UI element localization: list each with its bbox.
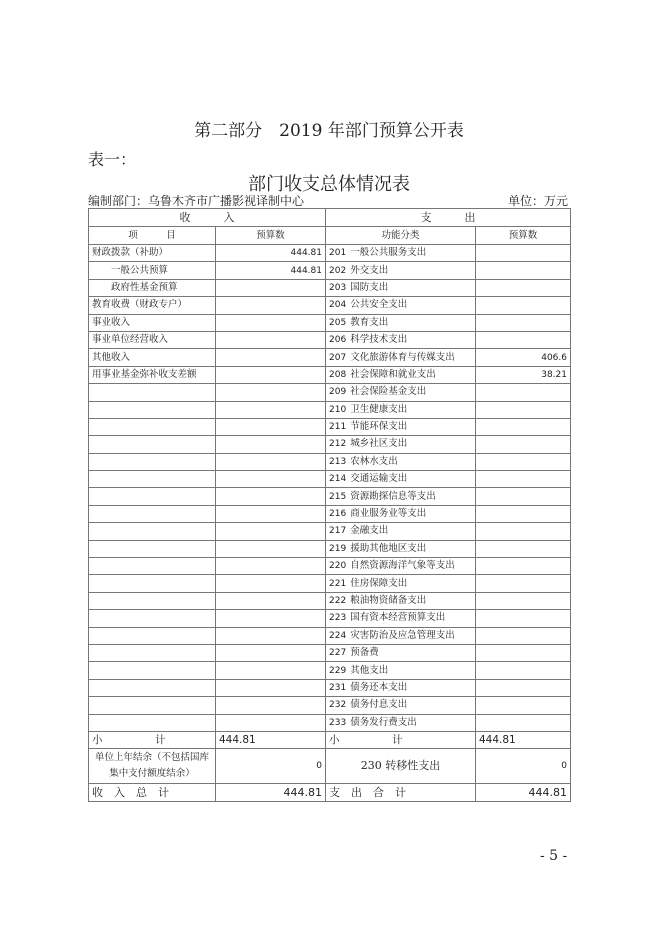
table-row <box>89 262 571 279</box>
expense-value <box>476 540 571 557</box>
expense-item <box>326 505 476 522</box>
function-label: 债务付息支出 <box>350 699 408 711</box>
income-item <box>89 401 216 418</box>
income-item: 事业单位经营收入 <box>89 331 216 348</box>
income-value <box>216 697 326 714</box>
subtotal-label: 小 计 <box>89 731 216 748</box>
expense-value <box>476 523 571 540</box>
income-item: 一般公共预算 <box>89 262 216 279</box>
expense-value <box>476 610 571 627</box>
function-code: 221 <box>329 578 347 589</box>
income-item <box>89 679 216 696</box>
expense-header: 支 出 <box>326 209 571 227</box>
income-item <box>89 436 216 453</box>
function-label: 国防支出 <box>350 281 389 293</box>
income-value <box>216 610 326 627</box>
function-label: 节能环保支出 <box>350 421 408 433</box>
income-item <box>89 627 216 644</box>
function-label: 外交支出 <box>350 264 389 276</box>
expense-value <box>476 488 571 505</box>
income-value <box>216 314 326 331</box>
income-value <box>216 627 326 644</box>
expense-value <box>476 453 571 470</box>
table-row <box>89 418 571 435</box>
function-code: 214 <box>329 474 347 485</box>
expense-item <box>326 644 476 661</box>
budget-header: 预算数 <box>216 227 326 245</box>
expense-item <box>326 349 476 366</box>
table-row <box>89 436 571 453</box>
function-label: 公共安全支出 <box>350 299 408 311</box>
function-label: 资源勘探信息等支出 <box>350 490 436 502</box>
expense-value <box>476 697 571 714</box>
function-label: 金融支出 <box>350 525 389 537</box>
function-code: 232 <box>329 700 347 711</box>
subtotal-expense: 444.81 <box>476 731 571 748</box>
function-label: 文化旅游体育与传媒支出 <box>350 351 455 363</box>
expense-value: 406.6 <box>476 349 571 366</box>
table-row <box>89 523 571 540</box>
expense-value <box>476 714 571 731</box>
expense-value <box>476 279 571 296</box>
income-value <box>216 523 326 540</box>
function-code: 208 <box>329 369 347 380</box>
expense-item <box>326 279 476 296</box>
table-row <box>89 366 571 383</box>
income-item: 财政拨款（补助） <box>89 245 216 262</box>
income-item <box>89 644 216 661</box>
income-item <box>89 384 216 401</box>
income-value <box>216 384 326 401</box>
income-value <box>216 349 326 366</box>
function-label: 援助其他地区支出 <box>350 542 427 554</box>
expense-value <box>476 297 571 314</box>
expense-item <box>326 558 476 575</box>
income-item <box>89 488 216 505</box>
function-label: 科学技术支出 <box>350 334 408 346</box>
income-value <box>216 662 326 679</box>
income-value <box>216 679 326 696</box>
expense-value <box>476 436 571 453</box>
table-row <box>89 610 571 627</box>
income-value <box>216 436 326 453</box>
function-code: 224 <box>329 630 347 641</box>
expense-value <box>476 505 571 522</box>
expense-item <box>326 418 476 435</box>
function-code: 227 <box>329 648 347 659</box>
function-code: 219 <box>329 543 347 554</box>
expense-item <box>326 436 476 453</box>
function-code: 209 <box>329 387 347 398</box>
function-header: 功能分类 <box>326 227 476 245</box>
function-code: 213 <box>329 456 347 467</box>
part-title: 第二部分 2019 年部门预算公开表 <box>194 121 464 141</box>
function-label: 社会保障和就业支出 <box>350 368 436 380</box>
table-row <box>89 297 571 314</box>
function-label: 债务发行费支出 <box>350 716 417 728</box>
function-code: 210 <box>329 404 347 415</box>
table-row <box>89 279 571 296</box>
function-label: 交通运输支出 <box>350 473 408 485</box>
expense-item <box>326 471 476 488</box>
expense-total: 444.81 <box>476 784 571 801</box>
expense-item <box>326 366 476 383</box>
expense-item <box>326 714 476 731</box>
subtotal-income: 444.81 <box>216 731 326 748</box>
table-row <box>89 314 571 331</box>
expense-value: 38.21 <box>476 366 571 383</box>
income-value <box>216 488 326 505</box>
expense-value <box>476 558 571 575</box>
function-code: 233 <box>329 717 347 728</box>
expense-value <box>476 245 571 262</box>
unit-label: 单位：万元 <box>507 194 568 208</box>
expense-value <box>476 262 571 279</box>
function-label: 粮油物资储备支出 <box>350 595 427 606</box>
table-row <box>89 627 571 644</box>
page-number: - 5 - <box>540 848 568 864</box>
table-row <box>89 679 571 696</box>
expense-item <box>326 314 476 331</box>
expense-item <box>326 331 476 348</box>
table-row <box>89 384 571 401</box>
expense-value <box>476 384 571 401</box>
table-row <box>89 575 571 592</box>
column-header-row <box>89 227 571 245</box>
subtotal-row <box>89 731 571 748</box>
income-item: 政府性基金预算 <box>89 279 216 296</box>
income-value <box>216 575 326 592</box>
expense-item <box>326 662 476 679</box>
function-label: 债务还本支出 <box>350 681 408 693</box>
income-item <box>89 523 216 540</box>
table-row <box>89 453 571 470</box>
function-code: 222 <box>329 596 347 606</box>
function-code: 220 <box>329 561 347 572</box>
expense-value <box>476 662 571 679</box>
expense-value <box>476 418 571 435</box>
function-code: 223 <box>329 613 347 624</box>
table-title: 部门收支总体情况表 <box>248 174 410 195</box>
table-row <box>89 558 571 575</box>
income-value <box>216 505 326 522</box>
function-label: 教育支出 <box>350 316 389 328</box>
function-label: 农林水支出 <box>350 455 398 467</box>
income-value <box>216 297 326 314</box>
function-label: 住房保障支出 <box>350 577 408 589</box>
function-label: 城乡社区支出 <box>350 438 408 450</box>
income-total: 444.81 <box>216 784 326 801</box>
expense-item <box>326 245 476 262</box>
table-row <box>89 714 571 731</box>
table-row <box>89 471 571 488</box>
income-value: 444.81 <box>216 262 326 279</box>
function-code: 216 <box>329 509 347 520</box>
function-label: 预备费 <box>350 647 379 659</box>
table-row <box>89 644 571 661</box>
function-code: 211 <box>329 422 347 433</box>
expense-value <box>476 644 571 661</box>
expense-item <box>326 297 476 314</box>
function-code: 205 <box>329 317 347 328</box>
function-label: 一般公共服务支出 <box>350 247 427 259</box>
expense-item <box>326 453 476 470</box>
income-value <box>216 453 326 470</box>
function-code: 206 <box>329 335 347 346</box>
income-item <box>89 610 216 627</box>
table-row <box>89 662 571 679</box>
function-code: 217 <box>329 526 347 537</box>
function-code: 215 <box>329 491 347 502</box>
expense-value <box>476 679 571 696</box>
carryover-value: 0 <box>216 749 326 784</box>
function-label: 自然资源海洋气象等支出 <box>350 560 455 572</box>
income-item: 其他收入 <box>89 349 216 366</box>
income-item <box>89 558 216 575</box>
expense-value <box>476 331 571 348</box>
compiling-department: 编制部门：乌鲁木齐市广播影视译制中心 <box>88 194 305 208</box>
table-row <box>89 331 571 348</box>
income-total-label: 收 入 总 计 <box>89 784 216 801</box>
table-row <box>89 697 571 714</box>
expense-item <box>326 488 476 505</box>
income-value: 444.81 <box>216 245 326 262</box>
income-value <box>216 540 326 557</box>
table-row <box>89 349 571 366</box>
income-item <box>89 540 216 557</box>
income-item <box>89 418 216 435</box>
item-header: 项 目 <box>89 227 216 245</box>
income-item <box>89 714 216 731</box>
function-code: 203 <box>329 282 347 293</box>
function-code: 204 <box>329 300 347 311</box>
table-row <box>89 592 571 609</box>
income-item <box>89 697 216 714</box>
expense-value <box>476 471 571 488</box>
income-item: 教育收费（财政专户） <box>89 297 216 314</box>
expense-item <box>326 540 476 557</box>
income-value <box>216 558 326 575</box>
table-row <box>89 245 571 262</box>
transfer-expense-value: 0 <box>476 749 571 784</box>
carryover-label: 单位上年结余（不包括国库集中支付额度结余） <box>89 749 216 784</box>
expense-value <box>476 627 571 644</box>
transfer-expense-label: 230 转移性支出 <box>326 749 476 784</box>
budget-summary-table <box>88 208 571 802</box>
income-item <box>89 505 216 522</box>
expense-item <box>326 523 476 540</box>
expense-value <box>476 401 571 418</box>
table-label: 表一： <box>88 150 137 169</box>
expense-item <box>326 401 476 418</box>
function-label: 社会保险基金支出 <box>350 386 427 398</box>
expense-item <box>326 610 476 627</box>
income-item <box>89 592 216 609</box>
income-value <box>216 279 326 296</box>
totals-row <box>89 784 571 801</box>
income-value <box>216 366 326 383</box>
income-value <box>216 331 326 348</box>
function-label: 灾害防治及应急管理支出 <box>350 629 455 641</box>
table-row <box>89 488 571 505</box>
carryover-row <box>89 749 571 784</box>
budget-header-2: 预算数 <box>476 227 571 245</box>
function-code: 231 <box>329 682 347 693</box>
function-label: 卫生健康支出 <box>350 403 408 415</box>
income-item <box>89 471 216 488</box>
function-label: 商业服务业等支出 <box>350 508 427 520</box>
income-value <box>216 418 326 435</box>
income-value <box>216 644 326 661</box>
function-label: 国有资本经营预算支出 <box>350 612 446 624</box>
income-value <box>216 471 326 488</box>
income-item <box>89 453 216 470</box>
function-code: 201 <box>329 248 347 259</box>
expense-item <box>326 697 476 714</box>
function-code: 207 <box>329 352 347 363</box>
function-code: 202 <box>329 265 347 276</box>
income-item <box>89 575 216 592</box>
table-row <box>89 505 571 522</box>
expense-item <box>326 592 476 609</box>
table-row <box>89 401 571 418</box>
function-code: 212 <box>329 439 347 450</box>
subtotal-label-expense: 小 计 <box>326 731 476 748</box>
header-row <box>89 209 571 227</box>
function-label: 其他支出 <box>350 664 389 676</box>
income-value <box>216 401 326 418</box>
income-value <box>216 714 326 731</box>
income-item: 用事业基金弥补收支差额 <box>89 366 216 383</box>
expense-item <box>326 679 476 696</box>
table-row <box>89 540 571 557</box>
function-code: 229 <box>329 665 347 676</box>
income-value <box>216 592 326 609</box>
income-item: 事业收入 <box>89 314 216 331</box>
expense-item <box>326 384 476 401</box>
expense-value <box>476 314 571 331</box>
expense-value <box>476 592 571 609</box>
expense-item <box>326 627 476 644</box>
expense-item <box>326 262 476 279</box>
expense-value <box>476 575 571 592</box>
expense-total-label: 支 出 合 计 <box>326 784 476 801</box>
income-item <box>89 662 216 679</box>
income-header: 收 入 <box>89 209 326 227</box>
expense-item <box>326 575 476 592</box>
